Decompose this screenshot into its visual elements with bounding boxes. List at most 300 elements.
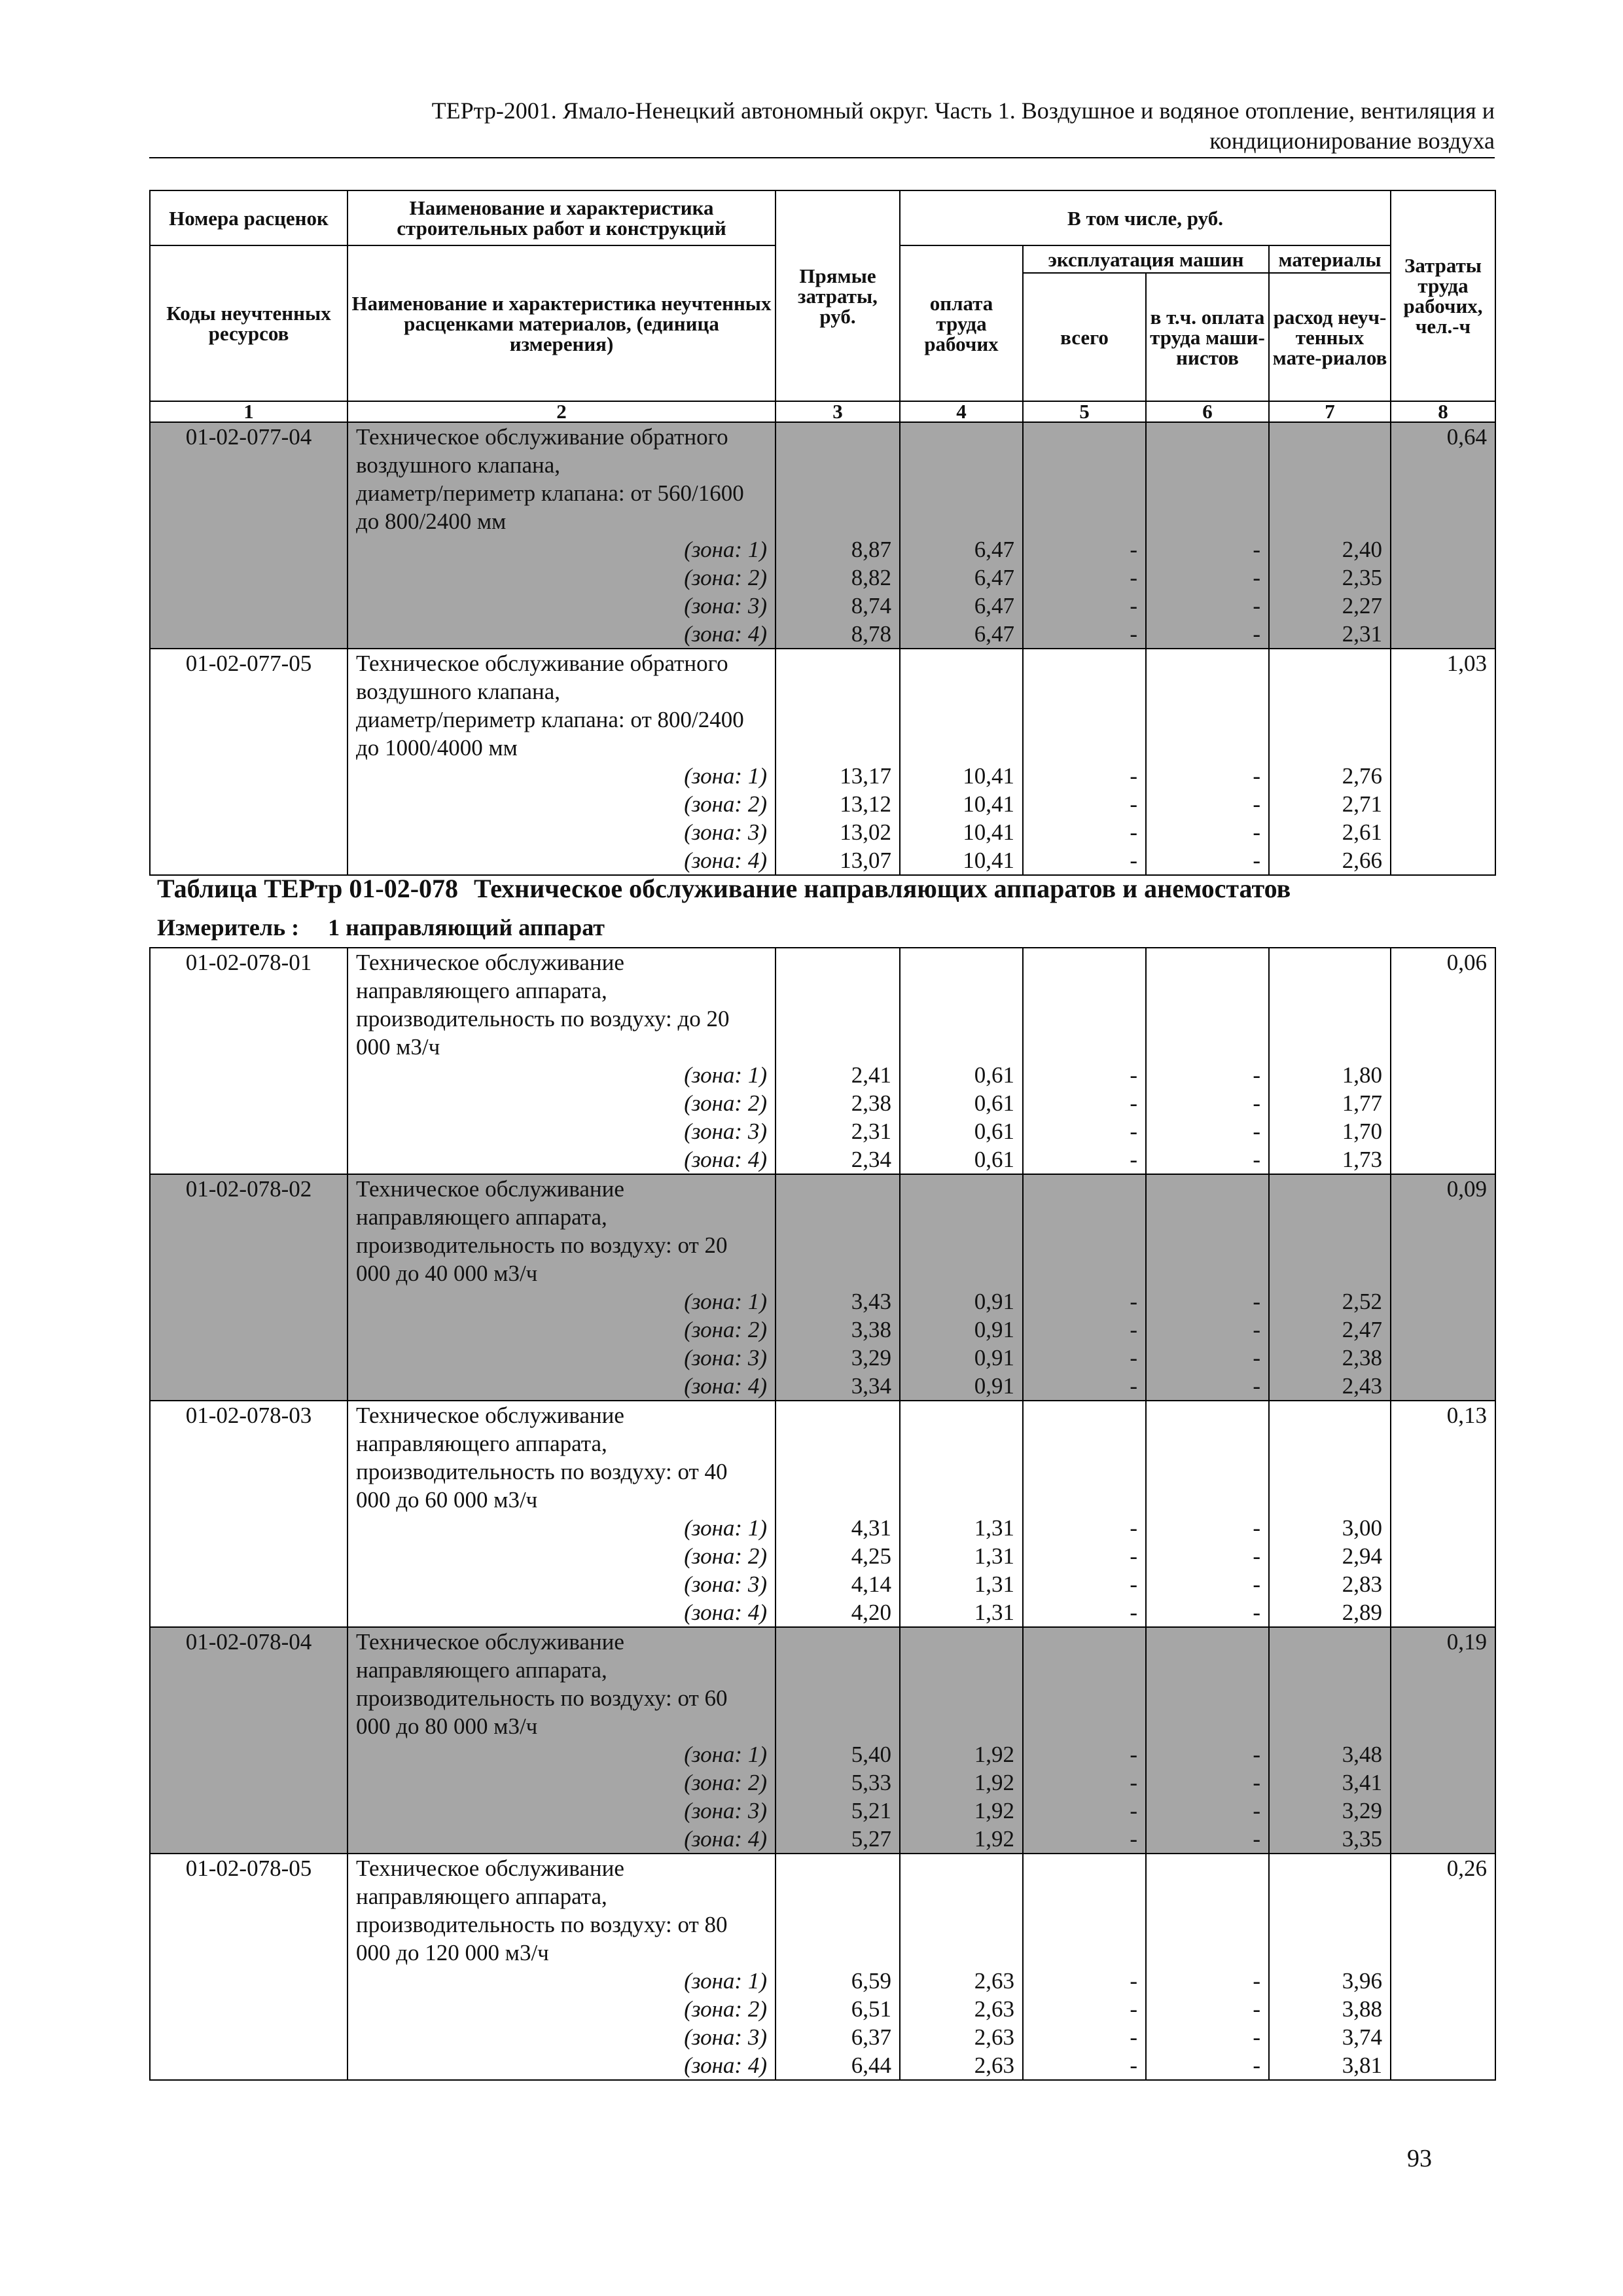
empty-cell — [1146, 1939, 1269, 1967]
labor-cost: 0,64 — [1391, 422, 1495, 451]
rate-name-line: 000 до 120 000 м3/ч — [348, 1939, 776, 1967]
empty-cell — [776, 507, 900, 535]
empty-cell — [1391, 564, 1495, 592]
empty-cell — [150, 1797, 348, 1825]
empty-cell — [1391, 734, 1495, 762]
workers-pay: 1,92 — [900, 1825, 1023, 1854]
empty-cell — [1269, 1174, 1391, 1203]
empty-cell — [1023, 1656, 1146, 1684]
machine-total: - — [1023, 1061, 1146, 1089]
machine-total: - — [1023, 1117, 1146, 1145]
zone-row — [150, 818, 1495, 846]
section-title — [157, 872, 1291, 905]
empty-cell — [1146, 1684, 1269, 1712]
empty-cell — [1391, 1033, 1495, 1061]
machinists-pay: - — [1146, 1089, 1269, 1117]
empty-cell — [1146, 507, 1269, 535]
empty-cell — [1391, 1797, 1495, 1825]
materials-cost: 2,76 — [1269, 762, 1391, 790]
empty-cell — [1269, 1005, 1391, 1033]
rate-code: 01-02-077-04 — [150, 422, 348, 451]
machinists-pay: - — [1146, 1542, 1269, 1570]
materials-cost: 3,29 — [1269, 1797, 1391, 1825]
empty-cell — [1146, 1656, 1269, 1684]
empty-cell — [1146, 479, 1269, 507]
rate-row-cont — [150, 1259, 1495, 1287]
empty-cell — [1269, 1486, 1391, 1514]
materials-cost: 2,31 — [1269, 620, 1391, 649]
empty-cell — [1391, 846, 1495, 875]
empty-cell — [1391, 1344, 1495, 1372]
empty-cell — [1023, 1429, 1146, 1458]
col-direct-costs: Прямые затраты, руб. — [776, 190, 900, 401]
rate-row-cont — [150, 1231, 1495, 1259]
workers-pay: 0,91 — [900, 1287, 1023, 1316]
materials-cost: 3,81 — [1269, 2051, 1391, 2080]
zone-row — [150, 1287, 1495, 1316]
rate-name-line: Техническое обслуживание обратного — [348, 649, 776, 677]
materials-cost: 2,71 — [1269, 790, 1391, 818]
empty-cell — [1391, 1882, 1495, 1910]
materials-cost: 2,61 — [1269, 818, 1391, 846]
empty-cell — [150, 1061, 348, 1089]
empty-cell — [776, 677, 900, 706]
rate-row-cont — [150, 1486, 1495, 1514]
direct-cost: 5,33 — [776, 1768, 900, 1797]
zone-label: (зона: 3) — [348, 818, 776, 846]
empty-cell — [150, 846, 348, 875]
machinists-pay: - — [1146, 620, 1269, 649]
empty-cell — [1391, 1514, 1495, 1542]
empty-cell — [776, 1401, 900, 1429]
empty-cell — [1146, 977, 1269, 1005]
materials-cost: 2,47 — [1269, 1316, 1391, 1344]
empty-cell — [1023, 1910, 1146, 1939]
machinists-pay: - — [1146, 2023, 1269, 2051]
empty-cell — [1391, 1061, 1495, 1089]
empty-cell — [1023, 479, 1146, 507]
empty-cell — [1391, 1740, 1495, 1768]
column-numbers-row — [150, 401, 1495, 422]
rate-row-cont — [150, 1939, 1495, 1967]
section-heading: Техническое обслуживание направляющих аппаратов и анемостатов — [474, 874, 1291, 903]
empty-cell — [1391, 1967, 1495, 1995]
empty-cell — [1146, 1429, 1269, 1458]
rate-row-cont — [150, 1005, 1495, 1033]
running-header-line1: ТЕРтр-2001. Ямало-Ненецкий автономный округ. Часть 1. Воздушное и водяное отопление, вентиляция и — [431, 98, 1495, 124]
column-number: 6 — [1146, 401, 1269, 422]
materials-cost: 2,35 — [1269, 564, 1391, 592]
zone-row — [150, 592, 1495, 620]
workers-pay: 1,92 — [900, 1740, 1023, 1768]
empty-cell — [1146, 677, 1269, 706]
empty-cell — [776, 1458, 900, 1486]
rate-code: 01-02-078-03 — [150, 1401, 348, 1429]
direct-cost: 8,74 — [776, 592, 900, 620]
machinists-pay: - — [1146, 564, 1269, 592]
empty-cell — [150, 1939, 348, 1967]
zone-label: (зона: 1) — [348, 1061, 776, 1089]
empty-cell — [776, 649, 900, 677]
zone-row — [150, 620, 1495, 649]
empty-cell — [1269, 649, 1391, 677]
machine-total: - — [1023, 1514, 1146, 1542]
materials-cost: 3,96 — [1269, 1967, 1391, 1995]
direct-cost: 6,59 — [776, 1967, 900, 1995]
empty-cell — [1023, 977, 1146, 1005]
page-number: 93 — [1407, 2145, 1432, 2172]
materials-cost: 1,80 — [1269, 1061, 1391, 1089]
column-number: 8 — [1391, 401, 1495, 422]
empty-cell — [900, 1259, 1023, 1287]
machinists-pay: - — [1146, 1316, 1269, 1344]
empty-cell — [150, 734, 348, 762]
rate-name-line: направляющего аппарата, — [348, 1656, 776, 1684]
col-incl: В том числе, руб. — [900, 190, 1391, 245]
empty-cell — [1269, 1712, 1391, 1740]
rate-row — [150, 948, 1495, 977]
direct-cost: 8,87 — [776, 535, 900, 564]
machinists-pay: - — [1146, 1967, 1269, 1995]
empty-cell — [1269, 422, 1391, 451]
machine-total: - — [1023, 2051, 1146, 2080]
rate-name-line: 000 до 60 000 м3/ч — [348, 1486, 776, 1514]
direct-cost: 2,31 — [776, 1117, 900, 1145]
workers-pay: 0,61 — [900, 1089, 1023, 1117]
workers-pay: 2,63 — [900, 2051, 1023, 2080]
labor-cost: 0,06 — [1391, 948, 1495, 977]
machinists-pay: - — [1146, 1598, 1269, 1627]
empty-cell — [776, 734, 900, 762]
rate-row — [150, 1627, 1495, 1656]
empty-cell — [1269, 1882, 1391, 1910]
zone-label: (зона: 3) — [348, 592, 776, 620]
direct-cost: 3,29 — [776, 1344, 900, 1372]
empty-cell — [776, 1627, 900, 1656]
empty-cell — [776, 1005, 900, 1033]
empty-cell — [1391, 790, 1495, 818]
zone-row — [150, 2023, 1495, 2051]
empty-cell — [1391, 1458, 1495, 1486]
empty-cell — [1391, 762, 1495, 790]
empty-cell — [900, 1939, 1023, 1967]
empty-cell — [150, 706, 348, 734]
empty-cell — [150, 507, 348, 535]
zone-row — [150, 1542, 1495, 1570]
direct-cost: 5,40 — [776, 1740, 900, 1768]
empty-cell — [900, 1429, 1023, 1458]
materials-cost: 2,66 — [1269, 846, 1391, 875]
machinists-pay: - — [1146, 1740, 1269, 1768]
machine-total: - — [1023, 1740, 1146, 1768]
empty-cell — [1391, 1287, 1495, 1316]
empty-cell — [1146, 1910, 1269, 1939]
empty-cell — [1146, 1712, 1269, 1740]
zone-label: (зона: 1) — [348, 1740, 776, 1768]
empty-cell — [1023, 1033, 1146, 1061]
empty-cell — [150, 1316, 348, 1344]
materials-cost: 3,35 — [1269, 1825, 1391, 1854]
rate-row-cont — [150, 451, 1495, 479]
empty-cell — [1023, 677, 1146, 706]
col-workers-pay: оплата труда рабочих — [900, 245, 1023, 401]
workers-pay: 10,41 — [900, 846, 1023, 875]
empty-cell — [776, 1259, 900, 1287]
rate-row-cont — [150, 677, 1495, 706]
empty-cell — [1023, 1458, 1146, 1486]
zone-label: (зона: 4) — [348, 1372, 776, 1401]
empty-cell — [1269, 451, 1391, 479]
machinists-pay: - — [1146, 2051, 1269, 2080]
empty-cell — [150, 818, 348, 846]
empty-cell — [1023, 1939, 1146, 1967]
col-codes-unaccounted: Коды неучтенных ресурсов — [150, 245, 348, 401]
empty-cell — [1391, 1825, 1495, 1854]
empty-cell — [1391, 977, 1495, 1005]
empty-cell — [150, 1486, 348, 1514]
empty-cell — [1146, 706, 1269, 734]
column-number: 4 — [900, 401, 1023, 422]
rate-row-cont — [150, 706, 1495, 734]
machine-total: - — [1023, 790, 1146, 818]
empty-cell — [1391, 1259, 1495, 1287]
empty-cell — [150, 1825, 348, 1854]
direct-cost: 4,31 — [776, 1514, 900, 1542]
rate-name-line: воздушного клапана, — [348, 677, 776, 706]
column-number: 2 — [348, 401, 776, 422]
empty-cell — [150, 1033, 348, 1061]
rate-name-line: до 800/2400 мм — [348, 507, 776, 535]
empty-cell — [1269, 1939, 1391, 1967]
empty-cell — [776, 451, 900, 479]
machine-total: - — [1023, 2023, 1146, 2051]
workers-pay: 2,63 — [900, 2023, 1023, 2051]
empty-cell — [1269, 1656, 1391, 1684]
empty-cell — [900, 507, 1023, 535]
zone-row — [150, 1825, 1495, 1854]
rate-name-line: направляющего аппарата, — [348, 1203, 776, 1231]
rate-code: 01-02-078-02 — [150, 1174, 348, 1203]
col-machine-total: всего — [1023, 273, 1146, 401]
column-number: 1 — [150, 401, 348, 422]
empty-cell — [776, 1429, 900, 1458]
workers-pay: 0,61 — [900, 1145, 1023, 1174]
empty-cell — [1146, 422, 1269, 451]
workers-pay: 10,41 — [900, 818, 1023, 846]
zone-label: (зона: 2) — [348, 1768, 776, 1797]
workers-pay: 1,31 — [900, 1542, 1023, 1570]
empty-cell — [776, 977, 900, 1005]
empty-cell — [1391, 1145, 1495, 1174]
rate-name-line: Техническое обслуживание — [348, 1174, 776, 1203]
rate-code: 01-02-077-05 — [150, 649, 348, 677]
empty-cell — [150, 1712, 348, 1740]
meter-line — [157, 912, 605, 942]
empty-cell — [900, 734, 1023, 762]
labor-cost: 0,26 — [1391, 1854, 1495, 1882]
empty-cell — [1269, 479, 1391, 507]
rate-name-line: Техническое обслуживание — [348, 1854, 776, 1882]
empty-cell — [1391, 1910, 1495, 1939]
zone-row — [150, 1316, 1495, 1344]
machinists-pay: - — [1146, 1570, 1269, 1598]
machine-total: - — [1023, 762, 1146, 790]
empty-cell — [1023, 507, 1146, 535]
machine-total: - — [1023, 535, 1146, 564]
empty-cell — [1023, 451, 1146, 479]
column-number: 7 — [1269, 401, 1391, 422]
empty-cell — [1269, 1429, 1391, 1458]
empty-cell — [1023, 948, 1146, 977]
empty-cell — [776, 422, 900, 451]
machinists-pay: - — [1146, 846, 1269, 875]
zone-row — [150, 1967, 1495, 1995]
machine-total: - — [1023, 818, 1146, 846]
empty-cell — [1023, 1684, 1146, 1712]
table-078-body — [150, 948, 1495, 2080]
rate-row — [150, 1854, 1495, 1882]
empty-cell — [150, 762, 348, 790]
labor-cost: 0,09 — [1391, 1174, 1495, 1203]
table-077-body — [150, 422, 1495, 875]
empty-cell — [150, 1117, 348, 1145]
materials-cost: 1,73 — [1269, 1145, 1391, 1174]
empty-cell — [1391, 1684, 1495, 1712]
rate-code: 01-02-078-04 — [150, 1627, 348, 1656]
machine-total: - — [1023, 1316, 1146, 1344]
zone-label: (зона: 1) — [348, 1967, 776, 1995]
machine-total: - — [1023, 1598, 1146, 1627]
empty-cell — [1023, 1231, 1146, 1259]
rates-table-078 — [149, 947, 1496, 2081]
machinists-pay: - — [1146, 1825, 1269, 1854]
empty-cell — [1269, 1259, 1391, 1287]
labor-cost: 1,03 — [1391, 649, 1495, 677]
empty-cell — [1146, 1486, 1269, 1514]
empty-cell — [150, 1995, 348, 2023]
rate-row-cont — [150, 1712, 1495, 1740]
zone-row — [150, 1570, 1495, 1598]
empty-cell — [1391, 1231, 1495, 1259]
machine-total: - — [1023, 1344, 1146, 1372]
direct-cost: 13,12 — [776, 790, 900, 818]
rate-row-cont — [150, 1458, 1495, 1486]
direct-cost: 3,38 — [776, 1316, 900, 1344]
empty-cell — [1391, 1117, 1495, 1145]
empty-cell — [1146, 1174, 1269, 1203]
machine-total: - — [1023, 1768, 1146, 1797]
zone-label: (зона: 4) — [348, 846, 776, 875]
materials-cost: 3,00 — [1269, 1514, 1391, 1542]
rate-row — [150, 422, 1495, 451]
rate-row-cont — [150, 1910, 1495, 1939]
empty-cell — [900, 706, 1023, 734]
rate-name-line: направляющего аппарата, — [348, 1882, 776, 1910]
workers-pay: 6,47 — [900, 535, 1023, 564]
empty-cell — [900, 948, 1023, 977]
empty-cell — [1391, 535, 1495, 564]
machinists-pay: - — [1146, 1145, 1269, 1174]
workers-pay: 0,61 — [900, 1117, 1023, 1145]
empty-cell — [1391, 1598, 1495, 1627]
empty-cell — [150, 977, 348, 1005]
empty-cell — [1391, 1712, 1495, 1740]
empty-cell — [1023, 1882, 1146, 1910]
empty-cell — [776, 1712, 900, 1740]
zone-label: (зона: 1) — [348, 1514, 776, 1542]
zone-label: (зона: 2) — [348, 1542, 776, 1570]
meter-label: Измеритель : — [157, 914, 300, 941]
empty-cell — [1023, 1174, 1146, 1203]
rate-name-line: Техническое обслуживание — [348, 1401, 776, 1429]
empty-cell — [150, 1005, 348, 1033]
machine-total: - — [1023, 1995, 1146, 2023]
zone-label: (зона: 1) — [348, 1287, 776, 1316]
empty-cell — [1269, 977, 1391, 1005]
materials-cost: 2,52 — [1269, 1287, 1391, 1316]
empty-cell — [150, 592, 348, 620]
workers-pay: 1,31 — [900, 1570, 1023, 1598]
empty-cell — [1146, 1033, 1269, 1061]
empty-cell — [1269, 1854, 1391, 1882]
empty-cell — [900, 479, 1023, 507]
empty-cell — [1391, 1372, 1495, 1401]
rates-table-077 — [149, 190, 1496, 876]
materials-cost: 3,48 — [1269, 1740, 1391, 1768]
empty-cell — [776, 1486, 900, 1514]
empty-cell — [900, 1458, 1023, 1486]
empty-cell — [776, 479, 900, 507]
empty-cell — [150, 1344, 348, 1372]
empty-cell — [1146, 451, 1269, 479]
machine-total: - — [1023, 620, 1146, 649]
zone-row — [150, 1089, 1495, 1117]
empty-cell — [150, 1287, 348, 1316]
empty-cell — [900, 1401, 1023, 1429]
workers-pay: 2,63 — [900, 1967, 1023, 1995]
zone-label: (зона: 4) — [348, 1598, 776, 1627]
empty-cell — [150, 1089, 348, 1117]
empty-cell — [1269, 1401, 1391, 1429]
empty-cell — [1391, 2023, 1495, 2051]
empty-cell — [900, 1684, 1023, 1712]
section-code: Таблица ТЕРтр 01-02-078 — [157, 874, 459, 903]
rate-code: 01-02-078-05 — [150, 1854, 348, 1882]
rate-row-cont — [150, 977, 1495, 1005]
running-header — [149, 96, 1495, 158]
empty-cell — [150, 1570, 348, 1598]
empty-cell — [1146, 1882, 1269, 1910]
zone-row — [150, 1344, 1495, 1372]
empty-cell — [900, 422, 1023, 451]
rate-row-cont — [150, 507, 1495, 535]
machinists-pay: - — [1146, 762, 1269, 790]
zone-row — [150, 1117, 1495, 1145]
zone-label: (зона: 4) — [348, 1145, 776, 1174]
machine-total: - — [1023, 1825, 1146, 1854]
zone-label: (зона: 2) — [348, 564, 776, 592]
rate-name-line: производительность по воздуху: от 80 — [348, 1910, 776, 1939]
empty-cell — [900, 1854, 1023, 1882]
rate-name-line: Техническое обслуживание — [348, 1627, 776, 1656]
rate-name-line: диаметр/периметр клапана: от 560/1600 — [348, 479, 776, 507]
empty-cell — [900, 1174, 1023, 1203]
zone-row — [150, 1372, 1495, 1401]
empty-cell — [1391, 2051, 1495, 2080]
rate-row-cont — [150, 1656, 1495, 1684]
rate-name-line: воздушного клапана, — [348, 451, 776, 479]
col-unaccounted-materials: расход неуч-тенных мате-риалов — [1269, 273, 1391, 401]
